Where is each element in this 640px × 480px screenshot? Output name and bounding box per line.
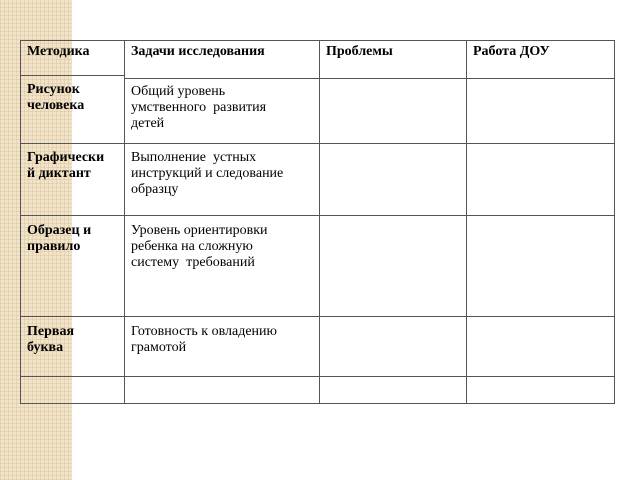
method-cell: Графически й диктант [27,150,105,181]
row-divider [319,215,466,216]
row-divider [124,143,319,144]
column-divider-1 [124,40,125,404]
row-divider [319,316,466,317]
row-divider [20,376,124,377]
method-cell: Первая буква [27,324,75,355]
row-divider [124,78,319,79]
header-tasks: Задачи исследования [131,44,265,59]
header-method: Методика [27,44,90,59]
row-divider [319,376,466,377]
row-divider [466,78,614,79]
task-cell: Уровень ориентировки ребенка на сложную систему требований [131,223,268,270]
row-divider [20,75,124,76]
row-divider [466,316,614,317]
row-divider [20,143,124,144]
row-divider [319,78,466,79]
header-work: Работа ДОУ [473,44,550,59]
task-cell: Общий уровень умственного развития детей [131,84,267,131]
row-divider [466,215,614,216]
method-cell: Рисунок человека [27,82,85,113]
row-divider [124,376,319,377]
task-cell: Готовность к овладению грамотой [131,324,277,355]
row-divider [124,215,319,216]
column-divider-3 [466,40,467,404]
method-cell: Образец и правило [27,223,92,254]
table-border-top [20,40,615,41]
task-cell: Выполнение устных инструкций и следование образцу [131,150,284,197]
row-divider [20,215,124,216]
row-divider [466,376,614,377]
row-divider [20,316,124,317]
row-divider [466,143,614,144]
table-border-right [614,40,615,404]
column-divider-2 [319,40,320,404]
table-border-left [20,40,21,404]
row-divider [319,143,466,144]
table-border-bottom [20,403,615,404]
row-divider [124,316,319,317]
header-problems: Проблемы [326,44,393,59]
